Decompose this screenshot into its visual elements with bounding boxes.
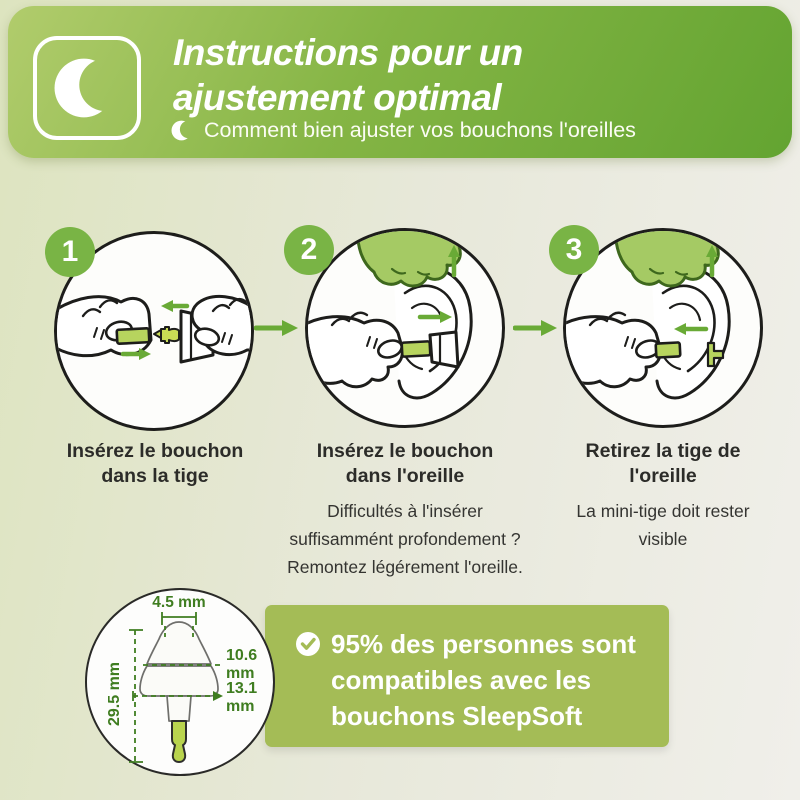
- page-subtitle: Comment bien ajuster vos bouchons l'oreilles: [204, 118, 636, 142]
- page-title: [173, 30, 523, 120]
- subtitle-row: [171, 118, 636, 143]
- step3-caption-line1: Retirez la tige de: [585, 440, 741, 462]
- step1-caption-line1: Insérez le bouchon: [66, 440, 244, 462]
- dimension-upper-value: 10.6: [226, 647, 258, 664]
- step2-caption-line1: Insérez le bouchon: [316, 440, 494, 462]
- step2-note-line2: suffisammént profondement ?: [289, 529, 521, 549]
- arrow-right-icon: [254, 318, 300, 338]
- step2-illustration: [305, 228, 505, 428]
- step2-note-line3: Remontez légérement l'oreille.: [287, 557, 523, 577]
- crescent-moon-icon: [53, 54, 121, 122]
- step3-caption: [538, 439, 788, 553]
- earplug-dimensions-drawing: [87, 590, 272, 773]
- step2-note-line1: Difficultés à l'insérer: [327, 501, 483, 521]
- step3-number-badge: 3: [549, 225, 599, 275]
- compatibility-text: [331, 626, 636, 734]
- moon-badge: [33, 36, 141, 140]
- step2-caption-line2: dans l'oreille: [345, 465, 465, 487]
- check-circle-icon: [295, 631, 321, 657]
- dimension-upper-unit: mm: [226, 665, 255, 682]
- page-title-line1: Instructions pour un: [173, 32, 523, 73]
- step2-caption: [262, 439, 548, 581]
- dimension-tip-width: 4.5 mm: [152, 594, 206, 611]
- step3-caption-line2: l'oreille: [629, 465, 697, 487]
- dimension-lower-value: 13.1: [226, 680, 258, 697]
- size-diagram-circle: [85, 588, 275, 776]
- dimension-lower-unit: mm: [226, 698, 255, 715]
- crescent-moon-icon: [171, 119, 194, 142]
- arrow-right-icon: [513, 318, 559, 338]
- compatibility-line1: 95% des personnes sont: [331, 629, 636, 659]
- insert-plug-into-ear-drawing: [308, 231, 502, 425]
- step3-note-line1: La mini-tige doit rester: [576, 501, 750, 521]
- step2-number-badge: 2: [284, 225, 334, 275]
- page-title-line2: ajustement optimal: [173, 77, 502, 118]
- step3-note: [538, 497, 788, 553]
- step2-note: [262, 497, 548, 581]
- step1-caption: [35, 439, 275, 489]
- step3-note-line2: visible: [638, 529, 688, 549]
- compatibility-line3: bouchons SleepSoft: [331, 701, 583, 731]
- compatibility-box: [265, 605, 669, 747]
- dimension-total-height: 29.5 mm: [106, 661, 123, 727]
- step1-caption-line2: dans la tige: [101, 465, 209, 487]
- step1-number-badge: 1: [45, 227, 95, 277]
- header-banner: [8, 6, 792, 158]
- compatibility-line2: compatibles avec les: [331, 665, 592, 695]
